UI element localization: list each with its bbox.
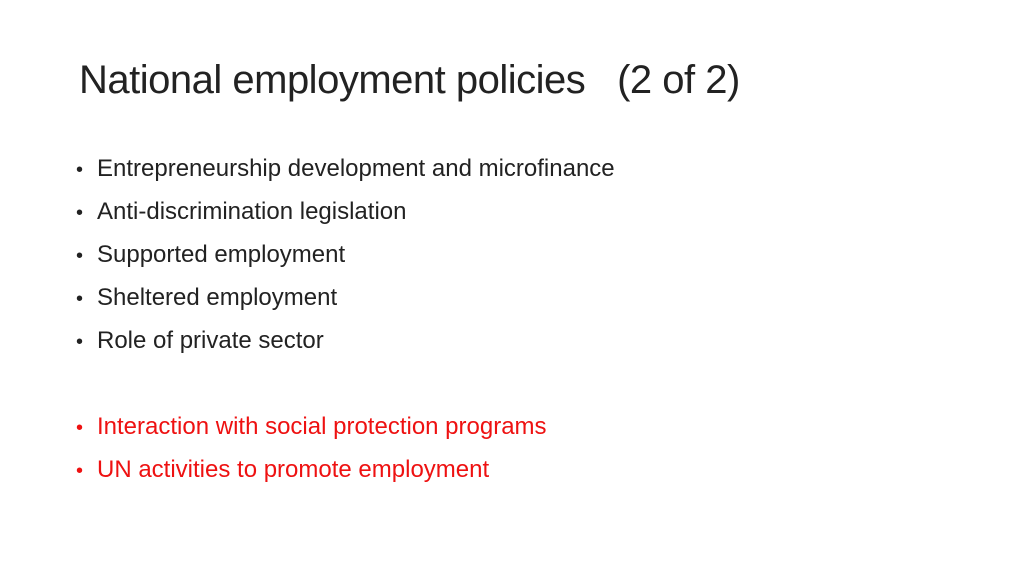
list-item: [76, 327, 615, 370]
slide-title: National employment policies (2 of 2): [79, 58, 740, 102]
list-item: [76, 241, 615, 284]
bullet-icon: •: [76, 331, 84, 353]
highlighted-list-item: [76, 456, 615, 499]
bullet-icon: •: [76, 288, 84, 310]
list-item: [76, 155, 615, 198]
bullet-icon: •: [76, 159, 84, 181]
list-item: [76, 198, 615, 241]
list-item-text: Interaction with social protection programs: [97, 413, 547, 440]
list-item-text: Role of private sector: [97, 327, 324, 354]
bullet-icon: •: [76, 417, 84, 439]
list-item-text: Entrepreneurship development and microfinance: [97, 155, 615, 182]
list-spacer: [76, 370, 615, 413]
highlighted-list-item: [76, 413, 615, 456]
list-item-text: UN activities to promote employment: [97, 456, 490, 483]
bullet-icon: •: [76, 202, 84, 224]
list-item-text: Supported employment: [97, 241, 346, 268]
bullet-icon: •: [76, 460, 84, 482]
list-item-text: Anti-discrimination legislation: [97, 198, 407, 225]
list-item: [76, 284, 615, 327]
bullet-list: [76, 155, 615, 499]
bullet-icon: •: [76, 245, 84, 267]
list-item-text: Sheltered employment: [97, 284, 338, 311]
